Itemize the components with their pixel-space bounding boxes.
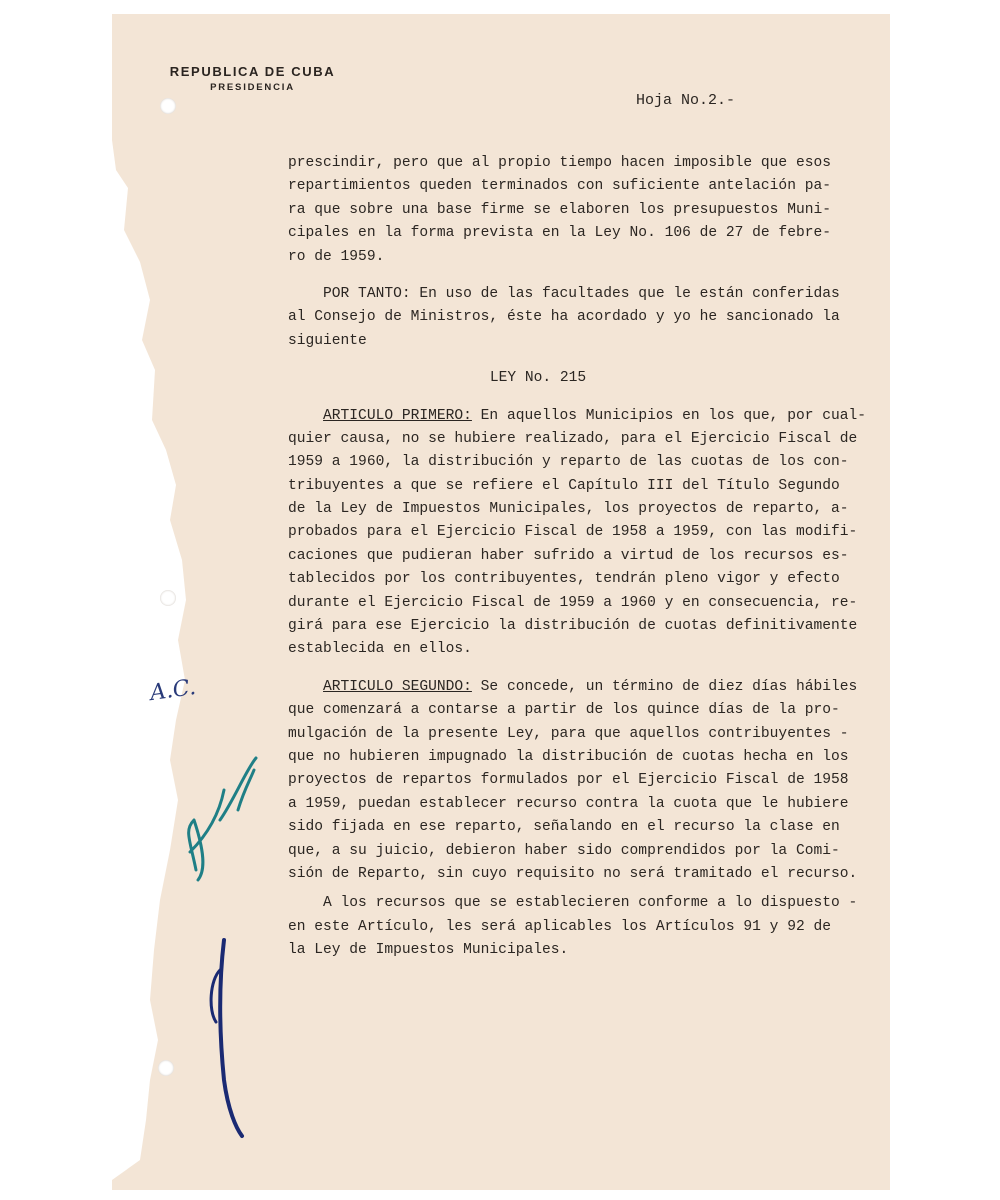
text-line: durante el Ejercicio Fiscal de 1959 a 1960 y en consecuencia, re-: [288, 594, 858, 611]
signature: [150, 740, 270, 1140]
law-title: LEY No. 215: [489, 370, 587, 387]
margin-annotation: A.C.: [148, 674, 198, 707]
text-line: ra que sobre una base firme se elaboren los presupuestos Muni-: [288, 201, 831, 218]
text-line: girá para ese Ejercicio la distribución de cuotas definitivamente: [288, 618, 858, 635]
article-second: [288, 676, 858, 887]
text-line: A los recursos que se establecieren conforme a lo dispuesto -: [288, 895, 858, 912]
text-line: quier causa, no se hubiere realizado, para el Ejercicio Fiscal de: [288, 430, 858, 447]
text-line: que comenzará a contarse a partir de los quince días de la pro-: [288, 702, 840, 719]
text-line: ro de 1959.: [288, 248, 385, 265]
text-line: POR TANTO: En uso de las facultades que le están conferidas: [288, 285, 840, 302]
text-line: cipales en la forma prevista en la Ley No. 106 de 27 de febre-: [288, 225, 831, 242]
document-body: [288, 152, 867, 963]
text-line: establecida en ellos.: [288, 641, 472, 658]
article-first-heading: ARTICULO PRIMERO:: [323, 407, 472, 424]
letterhead: [165, 64, 340, 93]
text-line: siguiente: [288, 332, 367, 349]
punch-hole-top: [160, 98, 176, 114]
paragraph-recursos: [288, 892, 858, 962]
text-line: a 1959, puedan establecer recurso contra la cuota que le hubiere: [288, 795, 849, 812]
text-line: 1959 a 1960, la distribución y reparto de las cuotas de los con-: [288, 454, 849, 471]
text-line: prescindir, pero que al propio tiempo hacen imposible que esos: [288, 155, 831, 171]
text-line: En aquellos Municipios en los que, por cual-: [471, 407, 867, 424]
text-line: de la Ley de Impuestos Municipales, los proyectos de reparto, a-: [288, 501, 849, 518]
letterhead-subtitle: PRESIDENCIA: [210, 82, 295, 93]
punch-hole-middle: [160, 590, 176, 606]
text-line: Se concede, un término de diez días hábiles: [471, 678, 858, 695]
sheet-number: Hoja No.2.-: [636, 92, 736, 109]
article-second-heading: ARTICULO SEGUNDO:: [323, 678, 472, 695]
text-line: al Consejo de Ministros, éste ha acordado y yo he sancionado la: [288, 309, 840, 326]
text-line: probados para el Ejercicio Fiscal de 1958 a 1959, con las modifi-: [288, 524, 858, 541]
text-line: tablecidos por los contribuyentes, tendrán pleno vigor y efecto: [288, 571, 840, 588]
article-first: [288, 405, 867, 662]
letterhead-title: REPUBLICA DE CUBA: [169, 64, 336, 79]
text-line: la Ley de Impuestos Municipales.: [288, 942, 569, 959]
text-line: mulgación de la presente Ley, para que aquellos contribuyentes -: [288, 725, 849, 742]
text-line: que no hubieren impugnado la distribución de cuotas hecha en los: [288, 748, 849, 765]
text-line: que, a su juicio, debieron haber sido comprendidos por la Comi-: [288, 842, 840, 859]
text-line: en este Artículo, les será aplicables los Artículos 91 y 92 de: [288, 918, 831, 935]
paragraph-intro: [288, 152, 831, 269]
text-line: caciones que pudieran haber sufrido a virtud de los recursos es-: [288, 547, 849, 564]
text-line: tribuyentes a que se refiere el Capítulo III del Título Segundo: [288, 477, 840, 494]
text-line: proyectos de repartos formulados por el Ejercicio Fiscal de 1958: [288, 772, 849, 789]
text-line: sido fijada en ese reparto, señalando en el recurso la clase en: [288, 819, 840, 836]
text-line: sión de Reparto, sin cuyo requisito no será tramitado el recurso.: [288, 865, 858, 882]
text-line: repartimientos queden terminados con suficiente antelación pa-: [288, 178, 831, 195]
paragraph-por-tanto: [288, 283, 840, 353]
